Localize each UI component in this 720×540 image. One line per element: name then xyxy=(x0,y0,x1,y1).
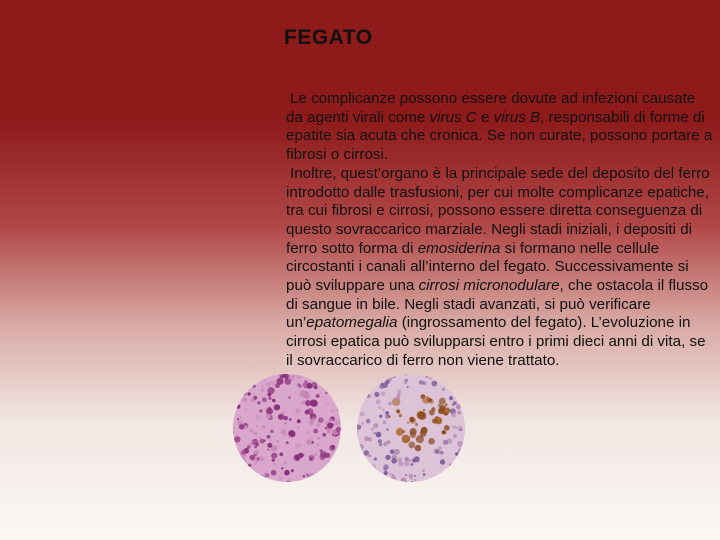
text-run: Inoltre, quest’organo è la principale sede del deposito del ferro introdotto dalle trasfusioni, per cui molte complicanze epatiche, tra cui fibrosi e cirrosi, possono essere diretta conseguenza di questo sovraccarico marziale. Negli stadi iniziali, i depositi di ferro sotto forma di xyxy=(286,164,710,257)
body-text xyxy=(286,90,714,371)
italic-term: virus C xyxy=(429,108,477,126)
italic-term: cirrosi micronodulare xyxy=(418,277,560,295)
text-run: Le complicanze possono essere dovute ad infezioni causate da agenti virali come xyxy=(286,90,696,126)
italic-term: epatomegalia xyxy=(306,314,398,332)
text-run: , responsabili di forme di epatite sia acuta che cronica. Se non curate, possono portare a fibrosi o cirrosi. xyxy=(286,108,713,164)
paragraph-1 xyxy=(286,90,714,165)
slide-title: FEGATO xyxy=(284,26,373,49)
text-run: , che ostacola il flusso di sangue in bile. Negli stadi avanzati, si può verificare un’ xyxy=(286,277,709,332)
italic-term: virus B xyxy=(493,108,541,126)
italic-term: emosiderina xyxy=(417,239,501,257)
text-run: si formano nelle cellule circostanti i canali all’interno del fegato. Successivamente si può sviluppare una xyxy=(286,239,689,295)
histology-image-left xyxy=(228,373,346,483)
paragraph-2 xyxy=(286,165,714,371)
text-run: (ingrossamento del fegato). L’evoluzione in cirrosi epatica può svilupparsi entro i primi dieci anni di vita, se il sovraccarico di ferro non viene trattato. xyxy=(286,314,706,369)
histology-image-right xyxy=(352,373,470,483)
text-run: e xyxy=(476,108,494,126)
